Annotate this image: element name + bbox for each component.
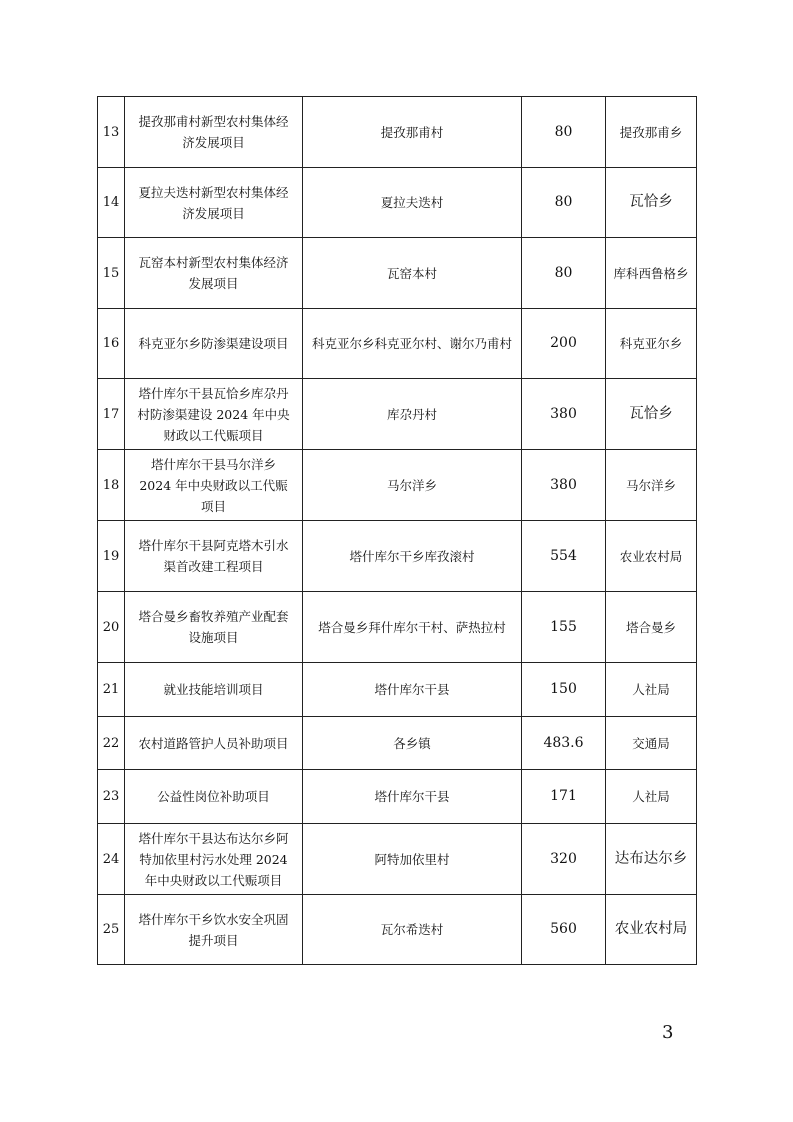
- responsible-unit: 农业农村局: [606, 895, 697, 965]
- table-row: [98, 824, 697, 895]
- table-row: [98, 238, 697, 309]
- project-amount: 380: [522, 379, 606, 450]
- table-row: [98, 770, 697, 824]
- project-table: [97, 96, 697, 965]
- row-number: 15: [98, 238, 125, 309]
- responsible-unit: 达布达尔乡: [606, 824, 697, 895]
- row-number: 24: [98, 824, 125, 895]
- page-number: 3: [662, 1022, 674, 1043]
- project-location: 塔什库尔干乡库孜滚村: [303, 521, 522, 592]
- project-location: 科克亚尔乡科克亚尔村、谢尔乃甫村: [303, 309, 522, 379]
- project-name: 塔什库尔干县达布达尔乡阿特加依里村污水处理 2024 年中央财政以工代赈项目: [125, 824, 303, 895]
- project-location: 塔什库尔干县: [303, 770, 522, 824]
- responsible-unit: 提孜那甫乡: [606, 97, 697, 168]
- project-amount: 80: [522, 97, 606, 168]
- row-number: 23: [98, 770, 125, 824]
- responsible-unit: 科克亚尔乡: [606, 309, 697, 379]
- responsible-unit: 农业农村局: [606, 521, 697, 592]
- table-row: [98, 97, 697, 168]
- table-row: [98, 592, 697, 663]
- table-row: [98, 309, 697, 379]
- project-amount: 80: [522, 168, 606, 238]
- responsible-unit: 人社局: [606, 663, 697, 717]
- project-location: 提孜那甫村: [303, 97, 522, 168]
- project-location: 阿特加依里村: [303, 824, 522, 895]
- row-number: 14: [98, 168, 125, 238]
- row-number: 21: [98, 663, 125, 717]
- project-name: 就业技能培训项目: [125, 663, 303, 717]
- row-number: 19: [98, 521, 125, 592]
- project-location: 塔什库尔干县: [303, 663, 522, 717]
- table-row: [98, 717, 697, 770]
- row-number: 18: [98, 450, 125, 521]
- row-number: 20: [98, 592, 125, 663]
- project-location: 瓦窑本村: [303, 238, 522, 309]
- responsible-unit: 塔合曼乡: [606, 592, 697, 663]
- project-location: 塔合曼乡拜什库尔干村、萨热拉村: [303, 592, 522, 663]
- table-row: [98, 379, 697, 450]
- responsible-unit: 瓦恰乡: [606, 379, 697, 450]
- project-amount: 560: [522, 895, 606, 965]
- project-location: 夏拉夫迭村: [303, 168, 522, 238]
- project-name: 塔合曼乡畜牧养殖产业配套设施项目: [125, 592, 303, 663]
- project-name: 塔什库尔干乡饮水安全巩固提升项目: [125, 895, 303, 965]
- project-name: 科克亚尔乡防渗渠建设项目: [125, 309, 303, 379]
- responsible-unit: 交通局: [606, 717, 697, 770]
- project-amount: 200: [522, 309, 606, 379]
- row-number: 22: [98, 717, 125, 770]
- project-amount: 155: [522, 592, 606, 663]
- project-amount: 150: [522, 663, 606, 717]
- project-amount: 80: [522, 238, 606, 309]
- table-row: [98, 168, 697, 238]
- row-number: 17: [98, 379, 125, 450]
- project-name: 农村道路管护人员补助项目: [125, 717, 303, 770]
- project-name: 塔什库尔干县阿克塔木引水渠首改建工程项目: [125, 521, 303, 592]
- project-table-body: [98, 97, 697, 965]
- project-location: 瓦尔希迭村: [303, 895, 522, 965]
- project-amount: 380: [522, 450, 606, 521]
- responsible-unit: 瓦恰乡: [606, 168, 697, 238]
- project-name: 夏拉夫迭村新型农村集体经济发展项目: [125, 168, 303, 238]
- project-name: 提孜那甫村新型农村集体经济发展项目: [125, 97, 303, 168]
- project-location: 马尔洋乡: [303, 450, 522, 521]
- project-name: 塔什库尔干县瓦恰乡库尕丹村防渗渠建设 2024 年中央财政以工代赈项目: [125, 379, 303, 450]
- table-row: [98, 450, 697, 521]
- project-amount: 554: [522, 521, 606, 592]
- project-location: 库尕丹村: [303, 379, 522, 450]
- project-amount: 171: [522, 770, 606, 824]
- project-name: 瓦窑本村新型农村集体经济发展项目: [125, 238, 303, 309]
- responsible-unit: 人社局: [606, 770, 697, 824]
- project-location: 各乡镇: [303, 717, 522, 770]
- project-amount: 483.6: [522, 717, 606, 770]
- project-name: 塔什库尔干县马尔洋乡 2024 年中央财政以工代赈项目: [125, 450, 303, 521]
- project-amount: 320: [522, 824, 606, 895]
- row-number: 13: [98, 97, 125, 168]
- table-row: [98, 895, 697, 965]
- project-name: 公益性岗位补助项目: [125, 770, 303, 824]
- table-row: [98, 663, 697, 717]
- responsible-unit: 马尔洋乡: [606, 450, 697, 521]
- table-row: [98, 521, 697, 592]
- responsible-unit: 库科西鲁格乡: [606, 238, 697, 309]
- row-number: 25: [98, 895, 125, 965]
- row-number: 16: [98, 309, 125, 379]
